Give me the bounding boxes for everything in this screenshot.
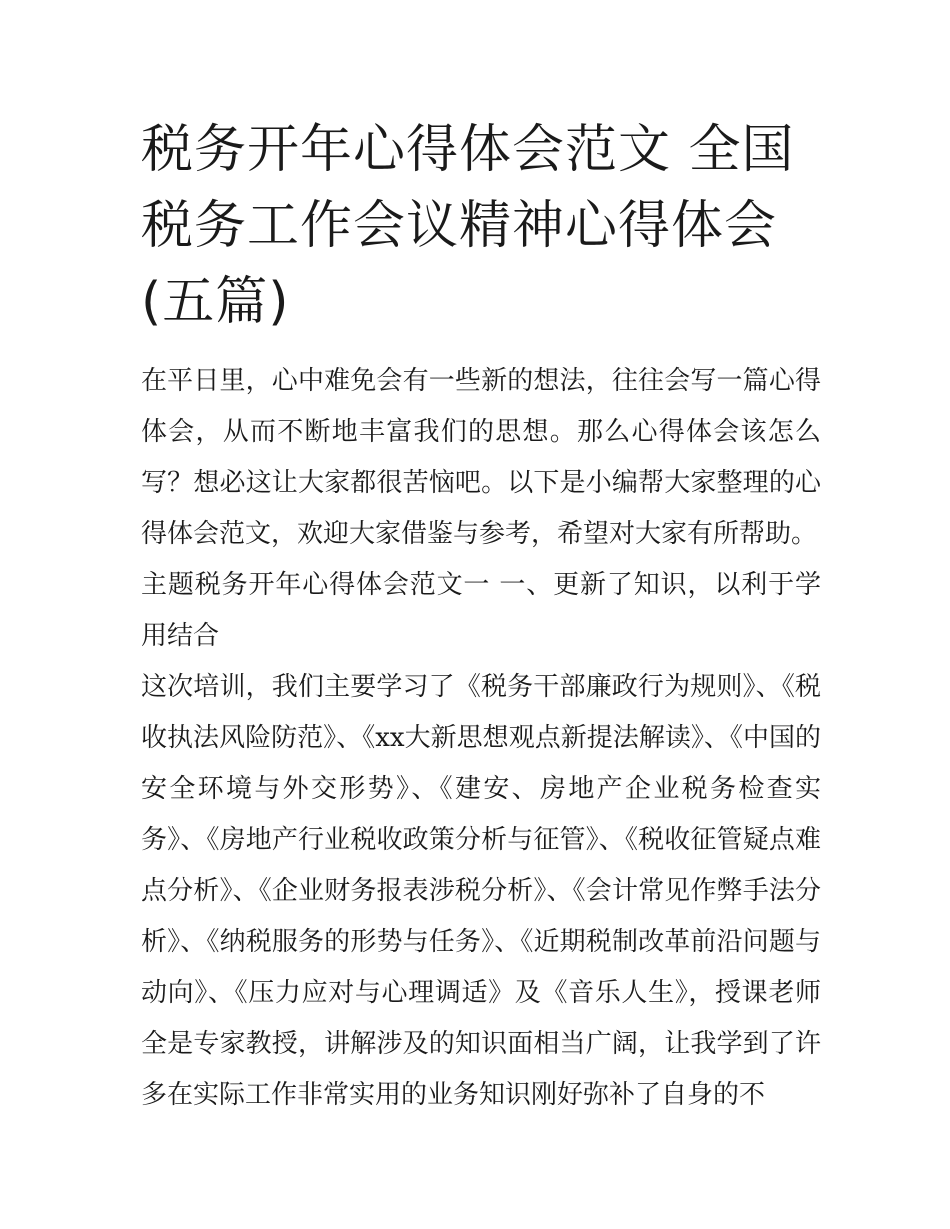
body-paragraph: 这次培训，我们主要学习了《税务干部廉政行为规则》、《税收执法风险防范》、《xx大新思想观点新提法解读》、《中国的安全环境与外交形势》、《建安、房地产企业税务检查实务》、《房地产行业税收政策分析与征管》、《税收征管疑点难点分析》、《企业财务报表涉税分析》、《会计常见作弊手法分析》、《纳税服务的形势与任务》、《近期税制改革前沿问题与动向》、《压力应对与心理调适》及《音乐人生》，授课老师全是专家教授，讲解涉及的知识面相当广阔，让我学到了许多在实际工作非常实用的业务知识刚好弥补了自身的不 xyxy=(141,672,821,1110)
intro-paragraph: 在平日里，心中难免会有一些新的想法，往往会写一篇心得体会，从而不断地丰富我们的思想。那么心得体会该怎么写？想必这让大家都很苦恼吧。以下是小编帮大家整理的心得体会范文，欢迎大家借鉴与参考，希望对大家有所帮助。 xyxy=(141,366,821,549)
document-body xyxy=(141,356,821,1121)
section-heading: 主题税务开年心得体会范文一 一、更新了知识，以利于学用结合 xyxy=(141,570,821,651)
document-title: 税务开年心得体会范文 全国税务工作会议精神心得体会(五篇) xyxy=(141,120,795,332)
